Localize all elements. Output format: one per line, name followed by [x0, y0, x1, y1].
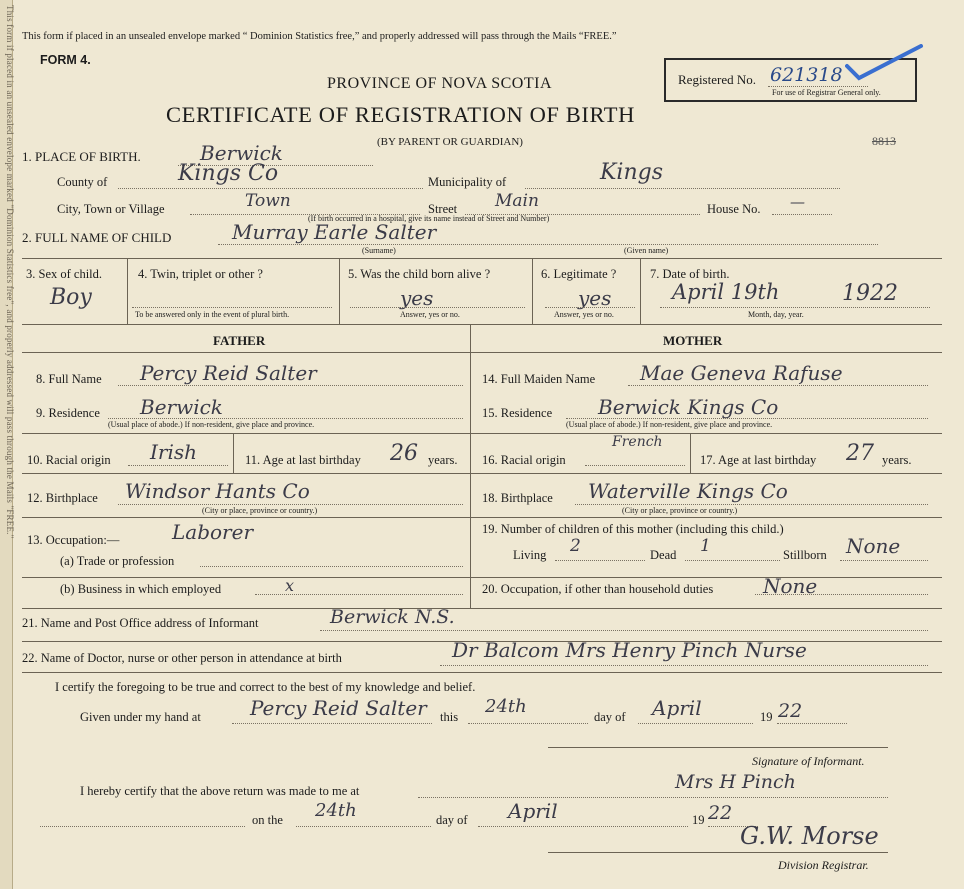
- father-name-label: 8. Full Name: [36, 372, 102, 386]
- father-years: years.: [428, 453, 458, 467]
- hospital-note: (If birth occurred in a hospital, give its name instead of Street and Number): [308, 214, 550, 223]
- mother-birthplace-note: (City or place, province or country.): [622, 506, 738, 515]
- mother-occupation-label: 20. Occupation, if other than household duties: [482, 582, 714, 596]
- father-residence-label: 9. Residence: [36, 406, 100, 420]
- father-residence-line: [108, 418, 463, 419]
- registered-label: Registered No.: [678, 72, 756, 87]
- month-line: [638, 723, 753, 724]
- mother-name-line: [628, 385, 928, 386]
- registrar-statement: I hereby certify that the above return was made to me at: [80, 784, 360, 798]
- month2-line: [478, 826, 688, 827]
- father-name-line: [118, 385, 463, 386]
- given-value: Percy Reid Salter: [250, 696, 427, 720]
- row-divider: [470, 517, 942, 518]
- this-line: [468, 723, 588, 724]
- blue-check-mark: [845, 44, 925, 84]
- mother-stillborn-label: Stillborn: [783, 548, 827, 562]
- registered-note: For use of Registrar General only.: [772, 88, 881, 97]
- father-occupation-value: Laborer: [172, 520, 254, 544]
- place-of-birth-label: 1. PLACE OF BIRTH.: [22, 149, 141, 164]
- house-label: House No.: [707, 202, 761, 216]
- mother-stillborn-line: [840, 560, 928, 561]
- municipality-value: Kings: [600, 160, 664, 185]
- mother-years: years.: [882, 453, 912, 467]
- doctor-line: [440, 665, 928, 666]
- alive-label: 5. Was the child born alive ?: [348, 267, 491, 281]
- child-name-line: [218, 244, 878, 245]
- form-number: FORM 4.: [40, 53, 91, 67]
- col-divider: [690, 433, 691, 473]
- mother-racial-value: French: [612, 434, 663, 450]
- dob-label: 7. Date of birth.: [650, 267, 730, 281]
- informant-signature-line: [548, 747, 888, 748]
- mother-name-label: 14. Full Maiden Name: [482, 372, 596, 386]
- registrar-lead-line: [40, 826, 245, 827]
- col-divider: [339, 258, 340, 324]
- father-birthplace-label: 12. Birthplace: [27, 491, 98, 505]
- month-value: April: [652, 696, 702, 720]
- row-divider: [22, 258, 942, 259]
- alive-line: [350, 307, 525, 308]
- registrar-place-line: [418, 797, 888, 798]
- col-divider: [640, 258, 641, 324]
- signature-informant-label: Signature of Informant.: [752, 754, 865, 768]
- this-value: 24th: [485, 696, 527, 717]
- on-the-value: 24th: [315, 800, 357, 821]
- legitimate-label: 6. Legitimate ?: [541, 267, 617, 281]
- parents-divider: [470, 324, 471, 608]
- municipality-line: [525, 188, 840, 189]
- father-racial-label: 10. Racial origin: [27, 453, 111, 467]
- registered-line: [768, 86, 868, 87]
- mother-age-label: 17. Age at last birthday: [700, 453, 817, 467]
- row-divider: [22, 352, 942, 353]
- margin-number: 8813: [872, 134, 896, 148]
- year2-value: 22: [708, 802, 733, 824]
- mother-racial-label: 16. Racial origin: [482, 453, 566, 467]
- given-line: [232, 723, 432, 724]
- mother-birthplace-label: 18. Birthplace: [482, 491, 553, 505]
- doctor-value: Dr Balcom Mrs Henry Pinch Nurse: [452, 638, 807, 662]
- row-divider: [22, 608, 942, 609]
- binding-edge: [0, 0, 13, 889]
- dob-year: 1922: [842, 281, 898, 306]
- father-trade-label: (a) Trade or profession: [60, 554, 175, 568]
- street-value: Main: [495, 191, 539, 211]
- mother-age-value: 27: [846, 441, 874, 466]
- row-divider: [22, 517, 470, 518]
- this-label: this: [440, 710, 459, 724]
- given-name-note: (Given name): [624, 246, 669, 255]
- father-age-label: 11. Age at last birthday: [245, 453, 361, 467]
- child-name-value: Murray Earle Salter: [232, 220, 437, 244]
- father-racial-line: [128, 465, 228, 466]
- mother-living-value: 2: [570, 536, 581, 556]
- row-divider: [22, 672, 942, 673]
- mother-occupation-line: [755, 594, 928, 595]
- day-of2-label: day of: [436, 813, 468, 827]
- year-prefix: 19: [760, 710, 773, 724]
- year2-prefix: 19: [692, 813, 705, 827]
- edge-mail-notice: This form if placed in an unsealed envelope marked "Dominion Statistics free", and properly addressed will pass through the Mails "FREE.": [5, 5, 15, 539]
- registered-number: 621318: [770, 64, 843, 86]
- dob-line: [660, 307, 930, 308]
- municipality-label: Municipality of: [428, 175, 507, 189]
- doctor-label: 22. Name of Doctor, nurse or other person in attendance at birth: [22, 651, 342, 665]
- dob-note: Month, day, year.: [748, 310, 804, 319]
- province-heading: PROVINCE OF NOVA SCOTIA: [327, 75, 553, 92]
- col-divider: [127, 258, 128, 324]
- mail-notice: This form if placed in an unsealed envelope marked “ Dominion Statistics free,” and properly addressed will pass through the Mails “FREE.”: [22, 31, 617, 42]
- mother-birthplace-line: [575, 504, 928, 505]
- place-of-birth-value: Berwick: [200, 141, 283, 165]
- on-the-label: on the: [252, 813, 283, 827]
- father-birthplace-value: Windsor Hants Co: [125, 479, 310, 503]
- father-business-value: x: [285, 576, 295, 595]
- street-label: Street: [428, 202, 458, 216]
- given-label: Given under my hand at: [80, 710, 201, 724]
- twin-label: 4. Twin, triplet or other ?: [138, 267, 263, 281]
- twin-line: [132, 307, 332, 308]
- city-value: Town: [245, 191, 291, 211]
- mother-occupation-value: None: [763, 574, 818, 598]
- child-name-label: 2. FULL NAME OF CHILD: [22, 230, 172, 245]
- row-divider: [22, 473, 942, 474]
- mother-dead-label: Dead: [650, 548, 677, 562]
- mother-residence-label: 15. Residence: [482, 406, 553, 420]
- year-line: [777, 723, 847, 724]
- county-value: Kings Co: [178, 161, 279, 186]
- col-divider: [532, 258, 533, 324]
- alive-note: Answer, yes or no.: [400, 310, 460, 319]
- father-age-value: 26: [390, 441, 418, 466]
- mother-residence-line: [566, 418, 928, 419]
- row-divider: [470, 433, 942, 434]
- division-registrar-label: Division Registrar.: [778, 858, 869, 872]
- mother-living-label: Living: [513, 548, 547, 562]
- row-divider: [22, 577, 470, 578]
- sex-label: 3. Sex of child.: [26, 267, 103, 281]
- father-residence-note: (Usual place of abode.) If non-resident, give place and province.: [108, 420, 315, 429]
- father-trade-line: [200, 566, 463, 567]
- month2-value: April: [508, 799, 558, 823]
- row-divider: [22, 433, 470, 434]
- cert-statement: I certify the foregoing to be true and correct to the best of my knowledge and belief.: [55, 680, 476, 694]
- city-label: City, Town or Village: [57, 202, 165, 216]
- mother-residence-note: (Usual place of abode.) If non-resident, give place and province.: [566, 420, 773, 429]
- father-residence-value: Berwick: [140, 395, 223, 419]
- surname-note: (Surname): [362, 246, 396, 255]
- certificate-subtitle: (BY PARENT OR GUARDIAN): [377, 136, 523, 148]
- twin-note: To be answered only in the event of plural birth.: [135, 310, 290, 319]
- mother-name-value: Mae Geneva Rafuse: [640, 361, 843, 385]
- father-racial-value: Irish: [150, 440, 198, 464]
- col-divider: [233, 433, 234, 473]
- county-line: [118, 188, 423, 189]
- legitimate-note: Answer, yes or no.: [554, 310, 614, 319]
- informant-value: Berwick N.S.: [330, 606, 455, 628]
- registrar-signature-line: [548, 852, 888, 853]
- mother-dead-line: [685, 560, 780, 561]
- day-of-label: day of: [594, 710, 626, 724]
- father-business-label: (b) Business in which employed: [60, 582, 222, 596]
- mother-living-line: [555, 560, 645, 561]
- sex-value: Boy: [50, 285, 92, 310]
- row-divider: [470, 577, 942, 578]
- legitimate-value: yes: [578, 286, 612, 310]
- registrar-place-value: Mrs H Pinch: [675, 771, 796, 793]
- mother-stillborn-value: None: [846, 534, 901, 558]
- county-label: County of: [57, 175, 108, 189]
- on-the-line: [296, 826, 431, 827]
- alive-value: yes: [400, 286, 434, 310]
- mother-children-label: 19. Number of children of this mother (including this child.): [482, 522, 784, 536]
- father-birthplace-line: [118, 504, 463, 505]
- dob-value: April 19th: [672, 280, 780, 304]
- father-birthplace-note: (City or place, province or country.): [202, 506, 318, 515]
- house-value: —: [790, 193, 805, 211]
- legitimate-line: [545, 307, 635, 308]
- father-business-line: [255, 594, 463, 595]
- row-divider: [22, 324, 942, 325]
- mother-heading: MOTHER: [663, 333, 723, 348]
- father-name-value: Percy Reid Salter: [140, 361, 317, 385]
- father-heading: FATHER: [213, 333, 266, 348]
- mother-residence-value: Berwick Kings Co: [598, 395, 779, 419]
- informant-label: 21. Name and Post Office address of Informant: [22, 616, 259, 630]
- mother-dead-value: 1: [700, 536, 711, 556]
- registrar-signature: G.W. Morse: [740, 822, 879, 850]
- informant-line: [320, 630, 928, 631]
- year-value: 22: [778, 700, 803, 722]
- certificate-title: CERTIFICATE OF REGISTRATION OF BIRTH: [166, 102, 635, 127]
- house-line: [772, 214, 832, 215]
- mother-birthplace-value: Waterville Kings Co: [588, 479, 788, 503]
- mother-racial-line: [585, 465, 685, 466]
- father-occupation-label: 13. Occupation:—: [27, 533, 120, 547]
